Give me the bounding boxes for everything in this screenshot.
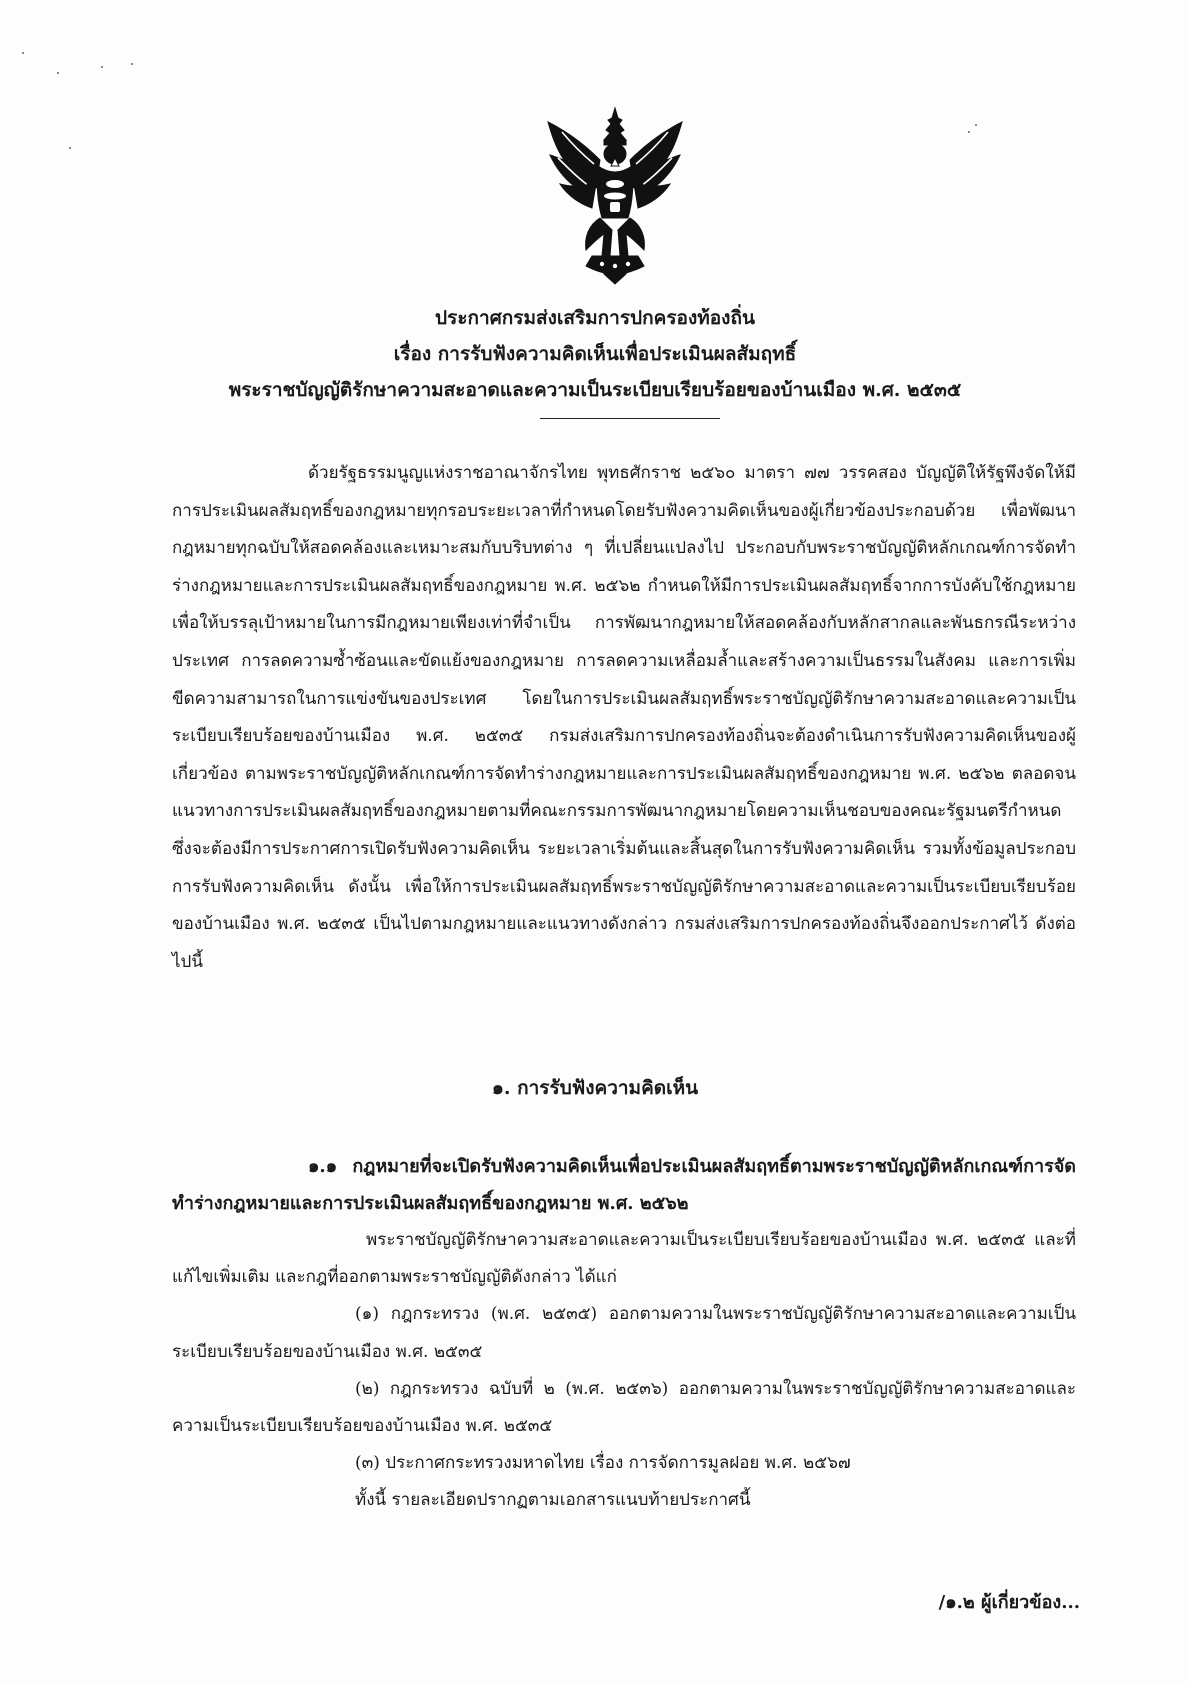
title-line-1: ประกาศกรมส่งเสริมการปกครองท้องถิ่น	[435, 307, 755, 329]
announcement-title	[170, 300, 1020, 408]
scan-speck	[22, 52, 24, 54]
law-item-1: (๑) กฎกระทรวง (พ.ศ. ๒๕๓๕) ออกตามความในพระราชบัญญัติรักษาความสะอาดและความเป็นระเบียบเรียบร้อยของบ้านเมือง พ.ศ. ๒๕๓๕	[172, 1304, 1076, 1362]
page-continuation: /๑.๒ ผู้เกี่ยวข้อง...	[938, 1592, 1080, 1613]
scan-speck	[975, 124, 977, 126]
preamble-paragraph: ด้วยรัฐธรรมนูญแห่งราชอาณาจักรไทย พุทธศักราช ๒๕๖๐ มาตรา ๗๗ วรรคสอง บัญญัติให้รัฐพึงจัดให้มีการประเมินผลสัมฤทธิ์ของกฎหมายทุกรอบระยะเวลาที่กำหนดโดยรับฟังความคิดเห็นของผู้เกี่ยวข้องประกอบด้วย เพื่อพัฒนากฎหมายทุกฉบับให้สอดคล้องและเหมาะสมกับบริบทต่าง ๆ ที่เปลี่ยนแปลงไป ประกอบกับพระราชบัญญัติหลักเกณฑ์การจัดทำร่างกฎหมายและการประเมินผลสัมฤทธิ์ของกฎหมาย พ.ศ. ๒๕๖๒ กำหนดให้มีการประเมินผลสัมฤทธิ์จากการบังคับใช้กฎหมายเพื่อให้บรรลุเป้าหมายในการมีกฎหมายเพียงเท่าที่จำเป็น การพัฒนากฎหมายให้สอดคล้องกับหลักสากลและพันธกรณีระหว่างประเทศ การลดความซ้ำซ้อนและขัดแย้งของกฎหมาย การลดความเหลื่อมล้ำและสร้างความเป็นธรรมในสังคม และการเพิ่มขีดความสามารถในการแข่งขันของประเทศ โดยในการประเมินผลสัมฤทธิ์พระราชบัญญัติรักษาความสะอาดและความเป็นระเบียบเรียบร้อยของบ้านเมือง พ.ศ. ๒๕๓๕ กรมส่งเสริมการปกครองท้องถิ่นจะต้องดำเนินการรับฟังความคิดเห็นของผู้เกี่ยวข้อง ตามพระราชบัญญัติหลักเกณฑ์การจัดทำร่างกฎหมายและการประเมินผลสัมฤทธิ์ของกฎหมาย พ.ศ. ๒๕๖๒ ตลอดจนแนวทางการประเมินผลสัมฤทธิ์ของกฎหมายตามที่คณะกรรมการพัฒนากฎหมายโดยความเห็นชอบของคณะรัฐมนตรีกำหนด ซึ่งจะต้องมีการประกาศการเปิดรับฟังความคิดเห็น ระยะเวลาเริ่มต้นและสิ้นสุดในการรับฟังความคิดเห็น รวมทั้งข้อมูลประกอบการรับฟังความคิดเห็น ดังนั้น เพื่อให้การประเมินผลสัมฤทธิ์พระราชบัญญัติรักษาความสะอาดและความเป็นระเบียบเรียบร้อยของบ้านเมือง พ.ศ. ๒๕๓๕ เป็นไปตามกฎหมายและแนวทางดังกล่าว กรมส่งเสริมการปกครองท้องถิ่นจึงออกประกาศไว้ ดังต่อไปนี้	[172, 463, 1076, 972]
closing-line: ทั้งนี้ รายละเอียดปรากฏตามเอกสารแนบท้ายประกาศนี้	[355, 1490, 751, 1511]
title-line-2: เรื่อง การรับฟังความคิดเห็นเพื่อประเมินผลสัมฤทธิ์	[393, 343, 797, 365]
law-item-2: (๒) กฎกระทรวง ฉบับที่ ๒ (พ.ศ. ๒๕๓๖) ออกตามความในพระราชบัญญัติรักษาความสะอาดและความเป็นระเบียบเรียบร้อยของบ้านเมือง พ.ศ. ๒๕๓๕	[172, 1378, 1076, 1437]
scan-speck	[101, 66, 103, 68]
scan-speck	[968, 131, 970, 133]
garuda-emblem-icon	[540, 100, 690, 285]
law-list	[172, 1222, 1076, 1520]
law-item-3: (๓) ประกาศกระทรวงมหาดไทย เรื่อง การจัดการมูลฝอย พ.ศ. ๒๕๖๗	[355, 1453, 851, 1474]
section-1-heading: ๑. การรับฟังความคิดเห็น	[491, 1077, 699, 1099]
scan-speck	[131, 63, 133, 65]
law-intro: พระราชบัญญัติรักษาความสะอาดและความเป็นระเบียบเรียบร้อยของบ้านเมือง พ.ศ. ๒๕๓๕ และที่แก้ไขเพิ่มเติม และกฎที่ออกตามพระราชบัญญัติดังกล่าว ได้แก่	[172, 1230, 1076, 1288]
title-divider	[540, 418, 720, 419]
scan-speck	[57, 72, 59, 74]
scan-speck	[69, 147, 71, 149]
section-1-1-heading: ๑.๑ กฎหมายที่จะเปิดรับฟังความคิดเห็นเพื่อประเมินผลสัมฤทธิ์ตามพระราชบัญญัติหลักเกณฑ์การจัดทำร่างกฎหมายและการประเมินผลสัมฤทธิ์ของกฎหมาย พ.ศ. ๒๕๖๒	[172, 1156, 1076, 1214]
title-line-3: พระราชบัญญัติรักษาความสะอาดและความเป็นระเบียบเรียบร้อยของบ้านเมือง พ.ศ. ๒๕๓๕	[228, 379, 962, 401]
